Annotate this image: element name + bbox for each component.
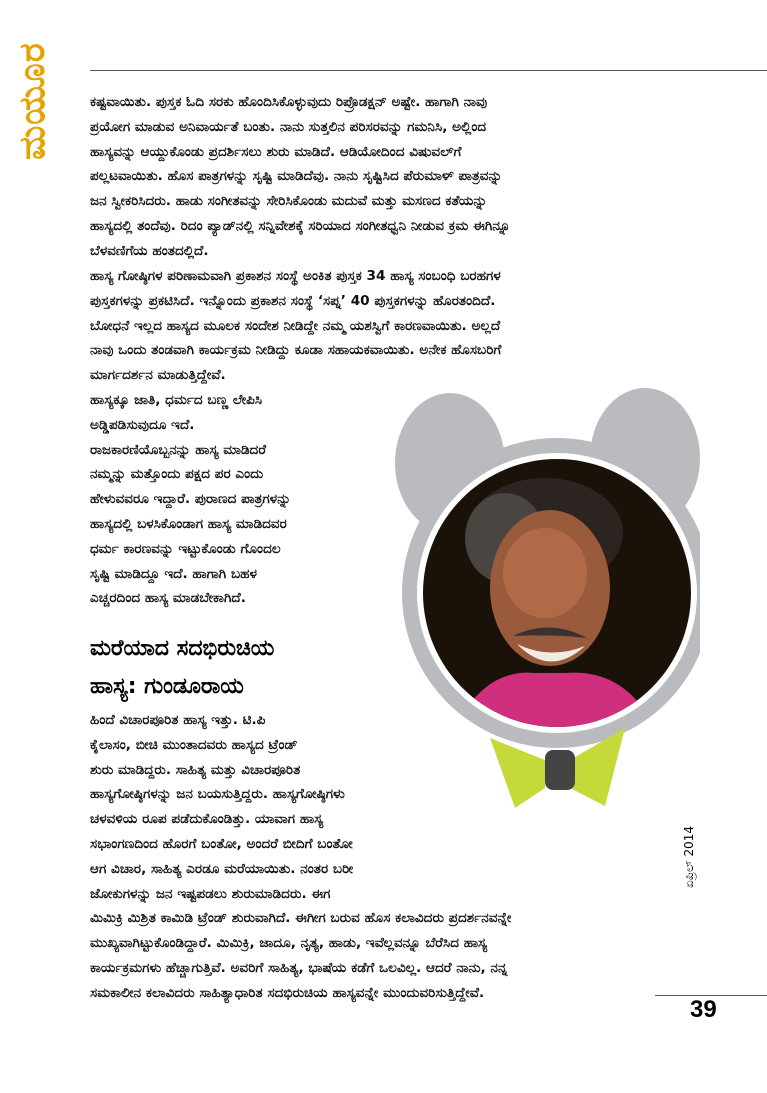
text-line: ಹಾಸ್ಯಕ್ಕೂ ಜಾತಿ, ಧರ್ಮದ ಬಣ್ಣ ಲೇಪಿಸಿ — [90, 392, 263, 408]
text-line: ನಾವು ಒಂದು ತಂಡವಾಗಿ ಕಾರ್ಯಕ್ರಮ ನೀಡಿದ್ದು ಕೂಡಾ ಸಹಾಯಕವಾಯಿತು. ಅನೇಕ ಹೊಸಬರಿಗೆ — [90, 342, 502, 359]
section-heading — [90, 630, 274, 706]
text-line: ರಾಜಕಾರಣಿಯೊಬ್ಬನನ್ನು ಹಾಸ್ಯ ಮಾಡಿದರೆ — [90, 441, 267, 458]
text-line: ಧರ್ಮ ಕಾರಣವನ್ನು ಇಟ್ಟುಕೊಂಡು ಗೊಂದಲ — [90, 540, 281, 557]
text-line: ಚಳವಳಿಯ ರೂಪ ಪಡೆದುಕೊಂಡಿತ್ತು. ಯಾವಾಗ ಹಾಸ್ಯ — [90, 811, 324, 828]
text-line: ಜೋಕುಗಳನ್ನು ಜನ ಇಷ್ಟಪಡಲು ಶುರುಮಾಡಿದರು. ಈಗ — [90, 885, 331, 902]
text-line: ನಮ್ಮನ್ನು ಮತ್ತೊಂದು ಪಕ್ಷದ ಪರ ಎಂದು — [90, 466, 264, 483]
text-line: ಪಲ್ಲಟವಾಯಿತು. ಹೊಸ ಪಾತ್ರಗಳನ್ನು ಸೃಷ್ಟಿ ಮಾಡಿದೆವು. ನಾನು ಸೃಷ್ಟಿಸಿದ ಪೆರುಮಾಳ್ ಪಾತ್ರವನ್ನು — [90, 168, 503, 185]
portrait-svg — [395, 388, 700, 828]
text-line: ಕಾರ್ಯಕ್ರಮಗಳು ಹೆಚ್ಚಾಗುತ್ತಿವೆ. ಅವರಿಗೆ ಸಾಹಿತ್ಯ, ಭಾಷೆಯ ಕಡೆಗೆ ಒಲವಿಲ್ಲ. ಆದರೆ ನಾನು, ನನ್ನ — [90, 959, 508, 976]
text-line: ಬೆಳವಣಿಗೆಯ ಹಂತದಲ್ಲಿದೆ. — [90, 242, 209, 259]
text-line: ಶುರು ಮಾಡಿದ್ದರು. ಸಾಹಿತ್ಯ ಮತ್ತು ವಿಚಾರಪೂರಿತ — [90, 761, 301, 778]
text-line: ಅಡ್ಡಿಪಡಿಸುವುದೂ ಇದೆ. — [90, 416, 195, 433]
text-line: ಮಿಮಿಕ್ರಿ ಮಿಶ್ರಿತ ಕಾಮಿಡಿ ಟ್ರೆಂಡ್ ಶುರುವಾಗಿದೆ. ಈಗೀಗ ಬರುವ ಹೊಸ ಕಲಾವಿದರು ಪ್ರದರ್ಶನವನ್ನೇ — [90, 910, 512, 927]
text-line: ಸಭಾಂಗಣದಿಂದ ಹೊರಗೆ ಬಂತೋ, ಅಂದರೆ ಬೀದಿಗೆ ಬಂತೋ — [90, 835, 353, 852]
heading-line-1: ಮರೆಯಾದ ಸದಭಿರುಚಿಯ — [90, 636, 275, 661]
text-line: ಹೇಳುವವರೂ ಇದ್ದಾರೆ. ಪುರಾಣದ ಪಾತ್ರಗಳನ್ನು — [90, 491, 291, 508]
text-line: ಹಾಸ್ಯದಲ್ಲಿ ಬಳಸಿಕೊಂಡಾಗ ಹಾಸ್ಯ ಮಾಡಿದವರ — [90, 515, 287, 532]
heading-line-2: ಹಾಸ್ಯ: ಗುಂಡೂರಾಯ — [90, 674, 244, 699]
text-line: ಸಮಕಾಲೀನ ಕಲಾವಿದರು ಸಾಹಿತ್ಯಾಧಾರಿತ ಸದಭಿರುಚಿಯ ಹಾಸ್ಯವನ್ನೇ ಮುಂದುವರಿಸುತ್ತಿದ್ದೇವೆ. — [90, 984, 485, 1001]
text-line: ಹಾಸ್ಯಗೋಷ್ಠಿಗಳನ್ನು ಜನ ಬಯಸುತ್ತಿದ್ದರು. ಹಾಸ್ಯಗೋಷ್ಠಿಗಳು — [90, 786, 345, 803]
text-line: ಆಗ ವಿಚಾರ, ಸಾಹಿತ್ಯ ಎರಡೂ ಮರೆಯಾಯಿತು. ನಂತರ ಬರೀ — [90, 860, 354, 877]
magazine-logo: ಮಯೂರ — [12, 42, 53, 160]
text-line: ಮಾರ್ಗದರ್ಶನ ಮಾಡುತ್ತಿದ್ದೇವೆ. — [90, 367, 226, 384]
text-line: ಕೈಲಾಸಂ, ಬೀಚಿ ಮುಂತಾದವರು ಹಾಸ್ಯದ ಟ್ರೆಂಡ್ — [90, 736, 298, 753]
text-line: ಸೃಷ್ಟಿ ಮಾಡಿದ್ದೂ ಇದೆ. ಹಾಗಾಗಿ ಬಹಳ — [90, 565, 257, 582]
paragraph-1 — [90, 90, 690, 264]
text-line: ಹಾಸ್ಯವನ್ನು ಆಯ್ದುಕೊಂಡು ಪ್ರದರ್ಶಿಸಲು ಶುರು ಮಾಡಿದೆ. ಆಡಿಯೋದಿಂದ ವಿಷುವಲ್‌ಗೆ — [90, 143, 462, 160]
text-line: ಹಾಸ್ಯ ಗೋಷ್ಠಿಗಳ ಪರಿಣಾಮವಾಗಿ ಪ್ರಕಾಶನ ಸಂಸ್ಥೆ ಅಂಕಿತ ಪುಸ್ತಕ 34 ಹಾಸ್ಯ ಸಂಬಂಧಿ ಬರಹಗಳ — [90, 268, 501, 284]
text-line: ಹಿಂದೆ ವಿಚಾರಪೂರಿತ ಹಾಸ್ಯ ಇತ್ತು. ಟಿ.ಪಿ — [90, 712, 266, 728]
text-line: ಜನ ಸ್ವೀಕರಿಸಿದರು. ಹಾಡು ಸಂಗೀತವನ್ನು ಸೇರಿಸಿಕೊಂಡು ಮದುವೆ ಮತ್ತು ಮಸಣದ ಕತೆಯನ್ನು — [90, 193, 488, 210]
bowtie-left — [490, 738, 545, 808]
text-line: ಹಾಸ್ಯದಲ್ಲಿ ತಂದೆವು. ರಿದಂ ಪ್ಯಾಡ್‌ನಲ್ಲಿ ಸನ್ನಿವೇಶಕ್ಕೆ ಸರಿಯಾದ ಸಂಗೀತಧ್ವನಿ ನೀಡುವ ಕ್ರಮ ಈಗಿನ್ನೂ — [90, 217, 511, 234]
text-line: ಪ್ರಯೋಗ ಮಾಡುವ ಅನಿವಾರ್ಯತೆ ಬಂತು. ನಾನು ಸುತ್ತಲಿನ ಪರಿಸರವನ್ನು ಗಮನಿಸಿ, ಅಲ್ಲಿಂದ — [90, 118, 487, 135]
bowtie-knot — [545, 750, 575, 790]
issue-date: ಏಪ್ರಿಲ್ 2014 — [682, 826, 696, 888]
paragraph-2 — [90, 264, 690, 388]
text-line: ಕಷ್ಟವಾಯಿತು. ಪುಸ್ತಕ ಓದಿ ಸರಕು ಹೊಂದಿಸಿಕೊಳ್ಳುವುದು ರಿಪ್ರೊಡಕ್ಷನ್ ಅಷ್ಟೇ. ಹಾಗಾಗಿ ನಾವು — [90, 94, 488, 110]
text-line: ಬೋಧನೆ ಇಲ್ಲದ ಹಾಸ್ಯದ ಮೂಲಕ ಸಂದೇಶ ನೀಡಿದ್ದೇ ನಮ್ಮ ಯಶಸ್ವಿಗೆ ಕಾರಣವಾಯಿತು. ಅಲ್ಲದೆ — [90, 317, 501, 334]
paragraph-3 — [90, 388, 390, 611]
page-number: 39 — [690, 996, 717, 1023]
text-line: ಪುಸ್ತಕಗಳನ್ನು ಪ್ರಕಟಿಸಿದೆ. ಇನ್ನೊಂದು ಪ್ರಕಾಶನ ಸಂಸ್ಥೆ ‘ಸಪ್ನ’ 40 ಪುಸ್ತಕಗಳನ್ನು ಹೊರತಂದಿದೆ. — [90, 292, 496, 309]
text-line: ಮುಖ್ಯವಾಗಿಟ್ಟುಕೊಂಡಿದ್ದಾರೆ. ಮಿಮಿಕ್ರಿ, ಜಾದೂ, ನೃತ್ಯ, ಹಾಡು, ಇವೆಲ್ಲವನ್ನೂ ಬೆರೆಸಿದ ಹಾಸ್ಯ — [90, 935, 488, 952]
top-rule — [90, 70, 767, 71]
text-line: ಎಚ್ಚರದಿಂದ ಹಾಸ್ಯ ಮಾಡಬೇಕಾಗಿದೆ. — [90, 590, 246, 607]
portrait-graphic — [395, 388, 700, 828]
